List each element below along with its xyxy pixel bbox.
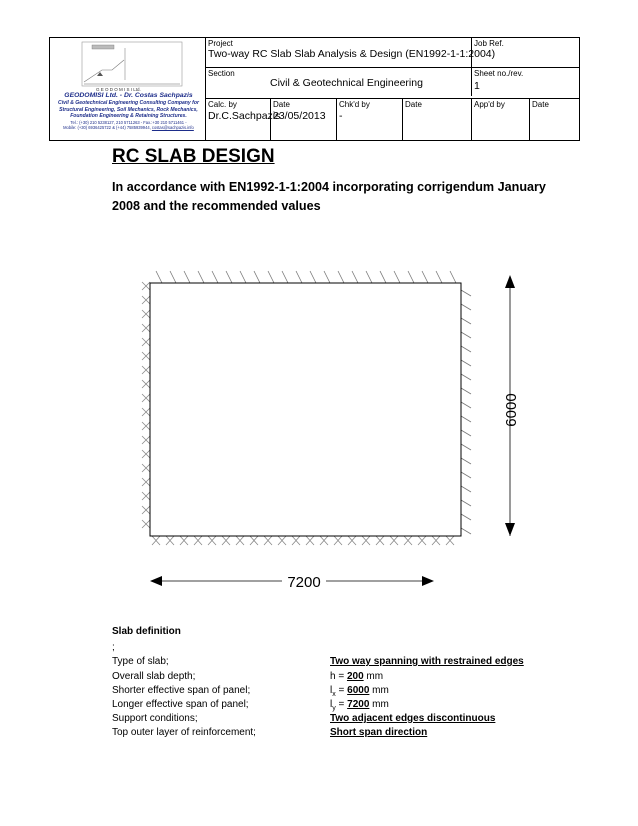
hatch-mark [422,271,428,283]
dimension-label-horizontal: 7200 [287,574,321,591]
approval-date-label: Date [532,100,549,109]
company-name: GEODOMISI Ltd. - Dr. Costas Sachpazis [64,92,193,99]
hatch-mark [461,416,471,422]
project-label: Project [208,39,233,48]
hatch-mark [461,388,471,394]
company-description-3: Foundation Engineering & Retaining Structures. [70,113,187,120]
hatch-mark [296,271,302,283]
company-contact-1: Tel.: (+30) 210 5238127, 210 5711263 - Fax.:+30 210 5711461 - [70,119,187,125]
slab-depth-unit: mm [363,671,384,682]
divider [529,98,530,140]
checked-by-value: - [339,110,343,122]
longer-span-label: Longer effective span of panel; [112,699,249,710]
hatch-mark [408,271,414,283]
hatch-mark [352,271,358,283]
sheet-value: 1 [474,80,480,92]
slab-panel-diagram [130,262,530,602]
hatch-mark [461,346,471,352]
document-subtitle-line2: 2008 and the recommended values [112,199,321,213]
hatch-mark [461,430,471,436]
top-reinforcement-label: Top outer layer of reinforcement; [112,727,256,738]
hatch-mark [198,271,204,283]
hatch-mark [450,271,456,283]
hatch-mark [461,444,471,450]
shorter-span-label: Shorter effective span of panel; [112,685,251,696]
hatch-mark [338,271,344,283]
hatch-mark [461,332,471,338]
divider [205,38,206,140]
shorter-span-value [330,685,389,698]
arrow-left-icon [150,576,162,586]
hatch-mark [282,271,288,283]
hatch-mark [461,360,471,366]
arrow-right-icon [422,576,434,586]
divider [336,98,337,140]
project-value: Two-way RC Slab Slab Analysis & Design (EN1992-1-1:2004) [208,48,496,60]
approved-by-label: App'd by [474,100,505,109]
company-logo [52,40,202,92]
divider [205,98,579,99]
shorter-span-subscript: x [332,691,336,698]
job-ref-label: Job Ref. [474,39,504,48]
sheet-label: Sheet no./rev. [474,69,524,78]
shorter-span-unit: mm [369,685,389,696]
hatch-mark [366,271,372,283]
divider [471,98,472,140]
hatch-mark [461,514,471,520]
company-contact-2 [52,125,205,130]
section-label: Section [208,69,235,78]
slab-type-label: Type of slab; [112,656,169,667]
hatch-mark [268,271,274,283]
section-heading: Slab definition [112,626,181,637]
longer-span-number: 7200 [347,699,370,710]
hatch-mark [461,318,471,324]
document-title: RC SLAB DESIGN [112,146,275,167]
checked-by-label: Chk'd by [339,100,370,109]
hatch-mark [394,271,400,283]
shorter-span-equals: = [335,685,348,696]
hatch-mark [461,304,471,310]
hatch-mark [212,271,218,283]
logo-drawing [52,40,202,92]
divider [205,67,579,68]
continuous-edge-hatch-top [156,271,456,283]
slab-panel-outline [150,283,461,536]
date-value: 23/05/2013 [273,110,326,122]
hatch-mark [461,374,471,380]
hatch-mark [461,528,471,534]
hatch-mark [254,271,260,283]
calc-by-label: Calc. by [208,100,237,109]
slab-depth-value [330,671,383,682]
separator-semicolon: ; [112,642,115,653]
hatch-mark [461,500,471,506]
support-conditions-value: Two adjacent edges discontinuous [330,713,496,724]
arrow-up-icon [505,275,515,288]
divider [402,98,403,140]
hatch-mark [156,271,162,283]
hatch-mark [240,271,246,283]
company-email-link[interactable]: costas@sachpazis.info [151,124,194,130]
document-subtitle-line1: In accordance with EN1992-1-1:2004 incorporating corrigendum January [112,180,546,194]
dimension-label-vertical: 6000 [503,393,520,427]
discontinuous-edge-marks-bottom [152,536,454,545]
hatch-mark [461,458,471,464]
slab-depth-number: 200 [346,671,364,682]
shorter-span-symbol: l [330,685,333,696]
hatch-mark [380,271,386,283]
company-description-2: Structural Engineering, Soil Mechanics, Rock Mechanics, [59,106,198,113]
hatch-mark [461,486,471,492]
company-contact-phone: Mobile: (+30) 6936425722 & (+44) 7585939944, [63,124,152,130]
hatch-mark [461,290,471,296]
section-value: Civil & Geotechnical Engineering [270,77,423,89]
longer-span-value [330,699,389,712]
company-info [52,92,205,130]
longer-span-subscript: y [332,705,336,712]
divider [471,38,472,96]
hatch-mark [324,271,330,283]
slab-depth-symbol: h = [330,671,347,682]
top-reinforcement-value: Short span direction [330,727,428,738]
arrow-down-icon [505,523,515,536]
calc-by-value: Dr.C.Sachpazis [208,110,281,122]
hatch-mark [184,271,190,283]
slab-depth-label: Overall slab depth; [112,671,196,682]
longer-span-symbol: l [330,699,333,710]
hatch-mark [461,402,471,408]
slab-type-value: Two way spanning with restrained edges [330,656,524,667]
longer-span-equals: = [335,699,348,710]
discontinuous-edge-marks-left [142,282,150,528]
title-block [49,37,580,141]
shorter-span-number: 6000 [347,685,370,696]
hatch-mark [226,271,232,283]
continuous-edge-hatch-right [461,290,471,534]
date-label: Date [273,100,290,109]
hatch-mark [310,271,316,283]
hatch-mark [461,472,471,478]
longer-span-unit: mm [369,699,389,710]
logo-text: G E O D O M I S I Ltd. [96,87,141,92]
company-description-1: Civil & Geotechnical Engineering Consulting Company for [58,100,199,106]
hatch-mark [436,271,442,283]
support-conditions-label: Support conditions; [112,713,198,724]
check-date-label: Date [405,100,422,109]
hatch-mark [170,271,176,283]
